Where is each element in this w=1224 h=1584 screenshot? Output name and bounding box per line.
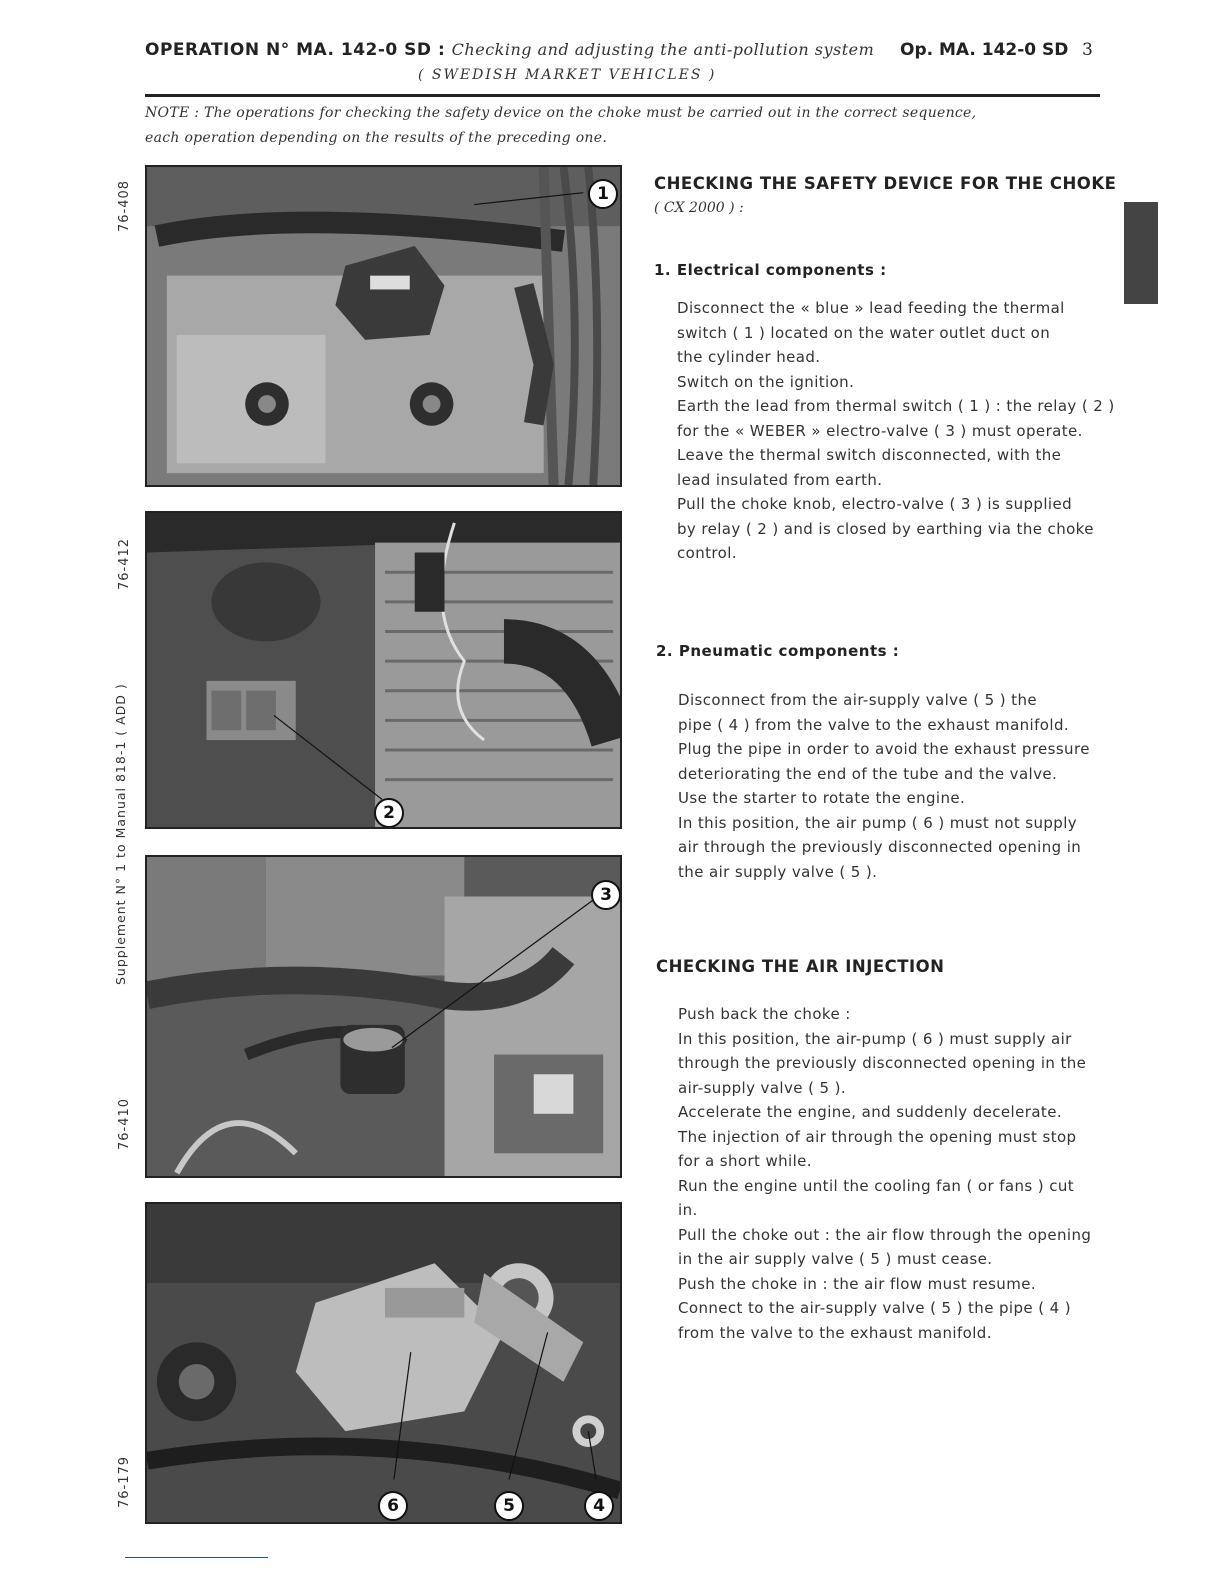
section-subtitle-safety: ( CX 2000 ) : <box>654 200 744 216</box>
air-injection-line: Push back the choke : <box>678 1005 851 1023</box>
electrical-line: control. <box>677 544 737 562</box>
operation-label: OPERATION N° MA. 142-0 SD : <box>145 40 446 60</box>
pneumatic-line: Use the starter to rotate the engine. <box>678 789 966 807</box>
electrical-line: Earth the lead from thermal switch ( 1 ) : the relay ( 2 ) <box>677 397 1115 415</box>
air-injection-line: in. <box>678 1201 698 1219</box>
air-injection-line: Accelerate the engine, and suddenly decelerate. <box>678 1103 1062 1121</box>
header-rule <box>145 94 1100 97</box>
supplement-side-text: Supplement N° 1 to Manual 818-1 ( ADD ) <box>113 683 128 985</box>
air-injection-line: air-supply valve ( 5 ). <box>678 1078 847 1097</box>
electrical-line: for the « WEBER » electro-valve ( 3 ) must operate. <box>677 421 1083 440</box>
note-line-1: NOTE : The operations for checking the safety device on the choke must be carried out in the correct sequence, <box>145 105 977 121</box>
electrical-line: by relay ( 2 ) and is closed by earthing via the choke <box>677 519 1094 538</box>
air-injection-line: The injection of air through the opening must stop <box>678 1127 1077 1146</box>
air-injection-text <box>678 1002 1091 1345</box>
air-injection-line: In this position, the air-pump ( 6 ) must supply air <box>678 1029 1072 1048</box>
figure-ref-1: 76-408 <box>117 179 132 232</box>
electrical-line: lead insulated from earth. <box>677 470 883 489</box>
electrical-line: Disconnect the « blue » lead feeding the thermal <box>677 299 1065 317</box>
air-injection-line: for a short while. <box>678 1152 812 1170</box>
page-number: 3 <box>1082 40 1093 60</box>
figure-ref-2: 76-412 <box>117 537 132 590</box>
page-edge-tab <box>1124 202 1158 304</box>
photo-electro-valve <box>145 855 622 1178</box>
photo-air-pump <box>145 1202 622 1524</box>
pneumatic-line: pipe ( 4 ) from the valve to the exhaust manifold. <box>678 715 1070 734</box>
air-injection-line: Pull the choke out : the air flow through the opening <box>678 1225 1092 1244</box>
electrical-line: Pull the choke knob, electro-valve ( 3 ) is supplied <box>677 495 1073 513</box>
callout-6: 6 <box>378 1491 408 1521</box>
operation-title: Checking and adjusting the anti-pollution system <box>451 40 875 59</box>
pneumatic-line: deteriorating the end of the tube and the valve. <box>678 764 1058 783</box>
pneumatic-line: Disconnect from the air-supply valve ( 5 ) the <box>678 691 1037 709</box>
electrical-line: Switch on the ignition. <box>677 372 855 391</box>
photo-relay <box>145 511 622 829</box>
air-injection-line: Connect to the air-supply valve ( 5 ) the pipe ( 4 ) <box>678 1299 1071 1317</box>
figure-ref-4: 76-179 <box>117 1455 132 1508</box>
pneumatic-text <box>678 688 1090 884</box>
air-injection-line: from the valve to the exhaust manifold. <box>678 1323 992 1342</box>
electrical-line: the cylinder head. <box>677 348 821 366</box>
callout-3: 3 <box>591 880 621 910</box>
air-injection-line: Run the engine until the cooling fan ( or fans ) cut <box>678 1176 1075 1195</box>
pneumatic-line: In this position, the air pump ( 6 ) must not supply <box>678 813 1078 832</box>
callout-2: 2 <box>374 798 404 828</box>
operation-header <box>145 40 874 60</box>
note <box>145 101 1095 151</box>
operation-reference: Op. MA. 142-0 SD <box>900 40 1069 60</box>
electrical-line: Leave the thermal switch disconnected, with the <box>677 446 1062 464</box>
callout-1: 1 <box>588 179 618 209</box>
pneumatic-line: the air supply valve ( 5 ). <box>678 862 878 881</box>
callout-5: 5 <box>494 1491 524 1521</box>
electrical-heading: 1. Electrical components : <box>654 261 887 279</box>
footer-line <box>125 1557 268 1558</box>
pneumatic-line: Plug the pipe in order to avoid the exhaust pressure <box>678 740 1090 758</box>
air-injection-line: in the air supply valve ( 5 ) must cease. <box>678 1250 993 1268</box>
operation-subtitle: ( SWEDISH MARKET VEHICLES ) <box>418 67 717 83</box>
electrical-text <box>677 296 1115 566</box>
section-title-safety: CHECKING THE SAFETY DEVICE FOR THE CHOKE <box>654 174 1117 193</box>
pneumatic-line: air through the previously disconnected opening in <box>678 838 1082 856</box>
air-injection-line: Push the choke in : the air flow must resume. <box>678 1274 1037 1293</box>
section-title-air-injection: CHECKING THE AIR INJECTION <box>656 957 945 976</box>
callout-4: 4 <box>584 1491 614 1521</box>
pneumatic-heading: 2. Pneumatic components : <box>656 642 900 660</box>
air-injection-line: through the previously disconnected opening in the <box>678 1054 1087 1072</box>
figure-ref-3: 76-410 <box>117 1097 132 1150</box>
photo-thermal-switch <box>145 165 622 487</box>
electrical-line: switch ( 1 ) located on the water outlet duct on <box>677 323 1051 342</box>
note-line-2: each operation depending on the results of the preceding one. <box>145 130 608 146</box>
